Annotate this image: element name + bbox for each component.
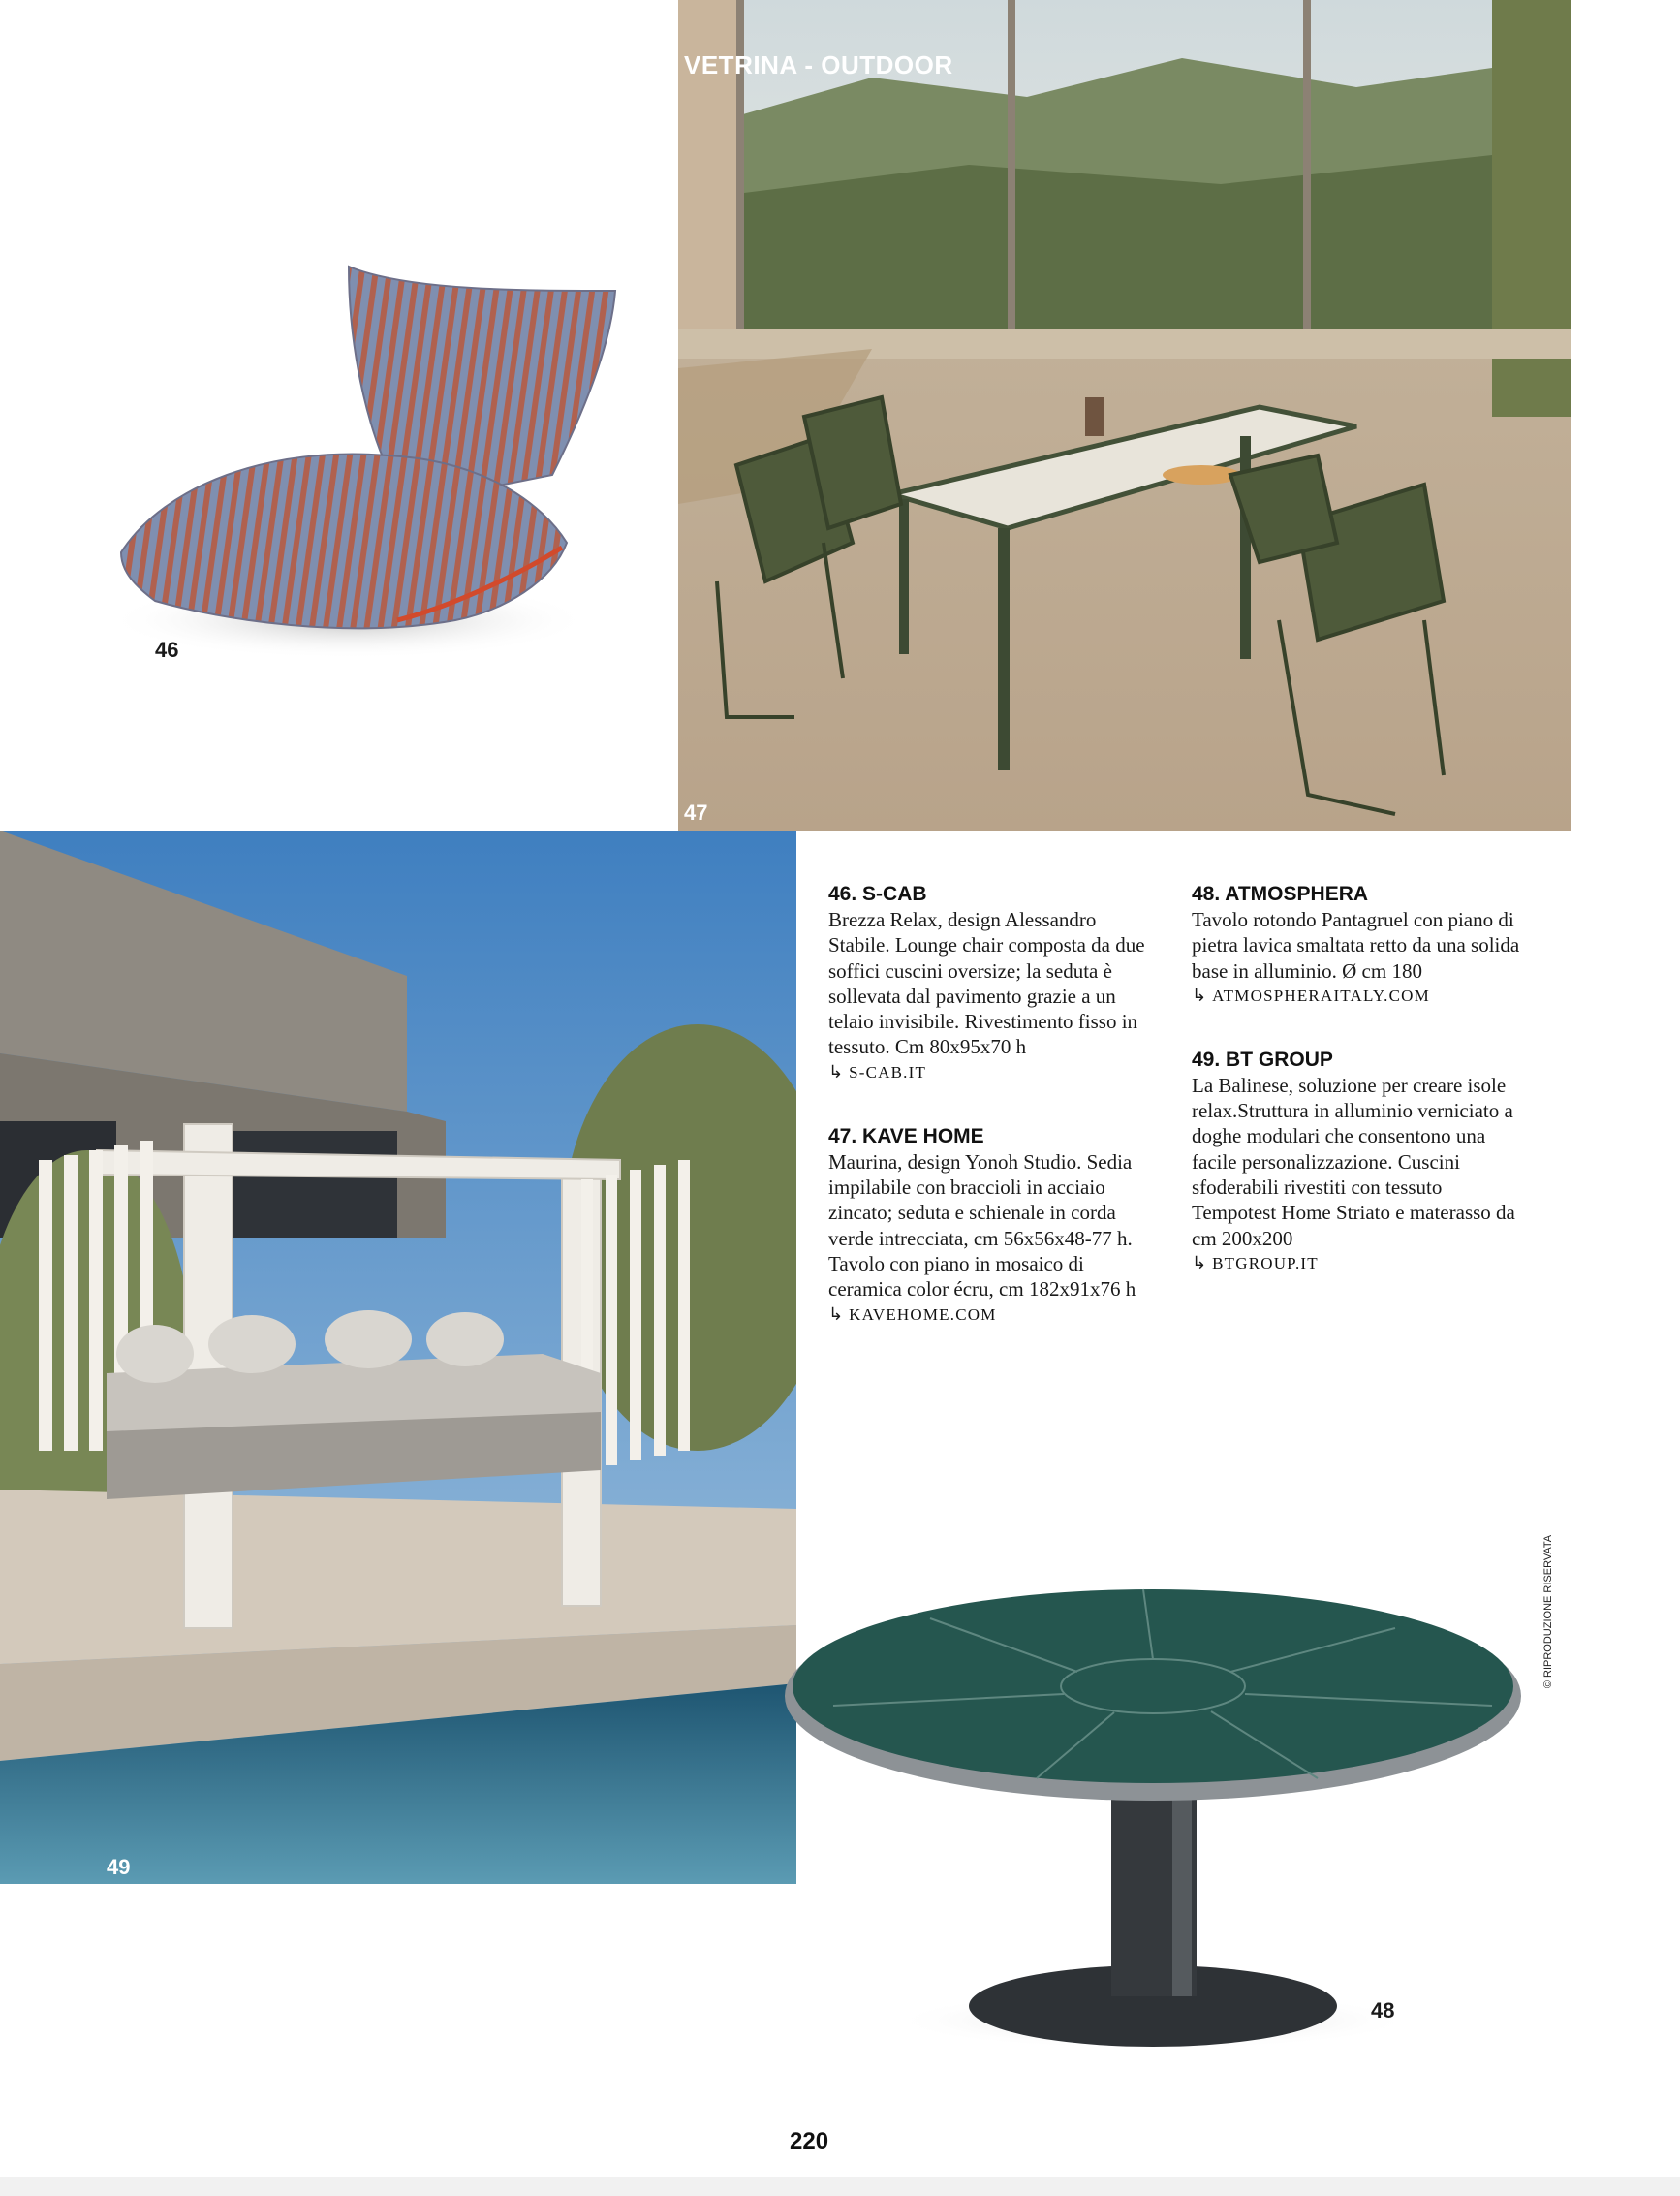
entry-link-row bbox=[828, 1302, 1158, 1328]
entry-title: 47. KAVE HOME bbox=[828, 1124, 984, 1147]
bottom-bar bbox=[0, 2177, 1680, 2196]
arrow-icon: ↳ bbox=[1192, 1252, 1207, 1273]
arrow-icon: ↳ bbox=[828, 1061, 844, 1082]
entry-link-row bbox=[828, 1060, 1158, 1085]
image-number-48: 48 bbox=[1371, 1998, 1395, 2023]
website-link[interactable]: ATMOSPHERAITALY.COM bbox=[1212, 986, 1430, 1005]
entry-body: Tavolo rotondo Pantagruel con piano di pietra lavica smaltata retto da una solida base in alluminio. Ø cm 180 bbox=[1192, 908, 1520, 983]
entry-48 bbox=[1192, 882, 1521, 1009]
page-number: 220 bbox=[790, 2128, 829, 2154]
entry-body: Maurina, design Yonoh Studio. Sedia impilabile con braccioli in acciaio zincato; seduta e schienale in corda verde intrecciata, cm 56x56x48-77 h. Tavolo con piano in mosaico di ceramica color écru, cm 182x91x76 h bbox=[828, 1149, 1136, 1302]
arrow-icon: ↳ bbox=[828, 1303, 844, 1325]
text-column-left bbox=[828, 882, 1158, 1366]
product-image-48 bbox=[717, 1551, 1608, 2055]
entry-body: La Balinese, soluzione per creare isole relax.Struttura in alluminio verniciato a doghe modulari che consentono una facile personalizzazione. Cuscini sfoderabili rivestiti con tessuto Tempotest Home Striato e materasso da cm 200x200 bbox=[1192, 1073, 1515, 1250]
website-link[interactable]: S-CAB.IT bbox=[849, 1062, 927, 1082]
copyright-text: © RIPRODUZIONE RISERVATA bbox=[1542, 1534, 1554, 1689]
entry-title: 48. ATMOSPHERA bbox=[1192, 883, 1369, 905]
image-number-46: 46 bbox=[155, 638, 179, 662]
arrow-icon: ↳ bbox=[1192, 985, 1207, 1006]
entry-46 bbox=[828, 882, 1158, 1085]
product-image-47 bbox=[678, 0, 1571, 831]
entry-49 bbox=[1192, 1048, 1521, 1276]
image-number-47: 47 bbox=[684, 800, 708, 825]
text-column-right bbox=[1192, 882, 1521, 1315]
copyright-notice bbox=[1539, 1515, 1558, 1709]
entry-link-row bbox=[1192, 984, 1521, 1009]
image-number-49: 49 bbox=[107, 1855, 131, 1879]
entry-body: Brezza Relax, design Alessandro Stabile. Lounge chair composta da due soffici cuscini oversize; la seduta è sollevata dal pavimento grazie a un telaio invisibile. Rivestimento fisso in tessuto. Cm 80x95x70 h bbox=[828, 908, 1145, 1059]
entry-title: 49. BT GROUP bbox=[1192, 1048, 1333, 1071]
entry-link-row bbox=[1192, 1251, 1521, 1276]
entry-47 bbox=[828, 1124, 1158, 1328]
product-image-49 bbox=[0, 831, 796, 1884]
section-label: VETRINA - OUTDOOR bbox=[684, 50, 953, 79]
website-link[interactable]: BTGROUP.IT bbox=[1212, 1253, 1319, 1272]
website-link[interactable]: KAVEHOME.COM bbox=[849, 1304, 997, 1324]
product-image-46 bbox=[0, 0, 678, 831]
entry-title: 46. S-CAB bbox=[828, 883, 927, 905]
